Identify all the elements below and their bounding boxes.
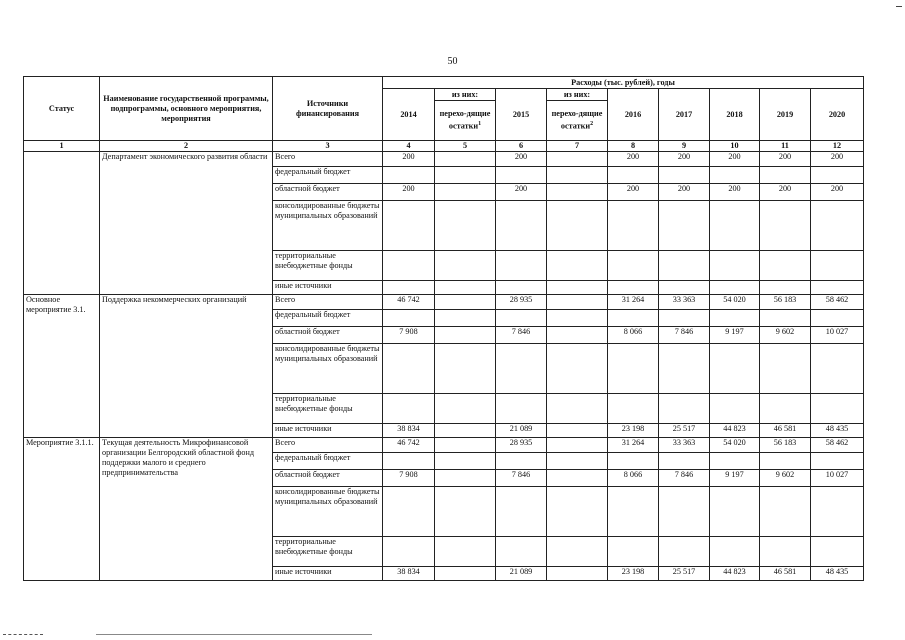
header-2018: 2018 [710,89,760,141]
amount-cell [435,537,496,567]
page-number: 50 [447,56,458,67]
amount-cell [710,310,760,327]
amount-cell [547,424,608,438]
header-of-which-2: из них: [547,89,608,101]
amount-cell [496,537,547,567]
amount-cell [710,537,760,567]
column-number: 9 [659,141,710,152]
amount-cell [811,310,864,327]
header-status: Статус [24,77,100,141]
funding-source: консолидированные бюджеты муниципальных образований [273,201,383,251]
amount-cell [496,344,547,394]
amount-cell: 23 198 [608,567,659,581]
amount-cell: 200 [760,184,811,201]
carryover-1-text: перехо-дящие остатки [439,109,491,131]
amount-cell [659,167,710,184]
amount-cell [608,201,659,251]
funding-source: консолидированные бюджеты муниципальных образований [273,344,383,394]
amount-cell [710,453,760,470]
amount-cell: 48 435 [811,567,864,581]
amount-cell: 56 183 [760,438,811,453]
amount-cell [547,394,608,424]
column-number: 6 [496,141,547,152]
amount-cell [608,487,659,537]
amount-cell [383,310,435,327]
table-row [24,152,864,167]
amount-cell: 46 742 [383,295,435,310]
funding-source: иные источники [273,567,383,581]
amount-cell [659,394,710,424]
funding-source: Всего [273,438,383,453]
amount-cell [435,327,496,344]
amount-cell [547,453,608,470]
amount-cell [496,487,547,537]
row-status: Мероприятие 3.1.1. [24,438,100,581]
amount-cell: 10 027 [811,470,864,487]
amount-cell [608,167,659,184]
amount-cell [435,201,496,251]
amount-cell [435,438,496,453]
amount-cell [435,167,496,184]
amount-cell [435,281,496,295]
amount-cell [383,281,435,295]
amount-cell [608,281,659,295]
amount-cell [547,310,608,327]
amount-cell [547,438,608,453]
amount-cell [496,167,547,184]
amount-cell [383,201,435,251]
funding-source: Всего [273,152,383,167]
amount-cell [811,281,864,295]
column-number: 4 [383,141,435,152]
amount-cell: 46 581 [760,567,811,581]
amount-cell: 38 834 [383,424,435,438]
amount-cell: 7 846 [496,327,547,344]
amount-cell: 7 908 [383,470,435,487]
funding-source: Всего [273,295,383,310]
table-row [24,438,864,453]
funding-source: федеральный бюджет [273,167,383,184]
footnote-2-mark: 2 [590,121,594,128]
amount-cell: 58 462 [811,438,864,453]
header-2020: 2020 [811,89,864,141]
amount-cell [811,251,864,281]
amount-cell [547,327,608,344]
header-2019: 2019 [760,89,811,141]
column-number: 12 [811,141,864,152]
header-of-which-1: из них: [435,89,496,101]
table-body [24,141,864,581]
amount-cell [659,453,710,470]
amount-cell: 33 363 [659,295,710,310]
amount-cell [547,251,608,281]
amount-cell: 58 462 [811,295,864,310]
amount-cell [608,453,659,470]
amount-cell: 7 908 [383,327,435,344]
amount-cell: 200 [710,152,760,167]
amount-cell: 200 [383,184,435,201]
amount-cell [435,295,496,310]
amount-cell [435,344,496,394]
amount-cell [496,201,547,251]
amount-cell [383,251,435,281]
row-program-name: Поддержка некоммерческих организаций [100,295,273,438]
amount-cell: 38 834 [383,567,435,581]
amount-cell [659,310,710,327]
row-program-name: Департамент экономического развития области [100,152,273,295]
amount-cell [811,537,864,567]
amount-cell: 23 198 [608,424,659,438]
amount-cell: 56 183 [760,295,811,310]
amount-cell [496,310,547,327]
amount-cell [608,251,659,281]
row-status [24,152,100,295]
amount-cell: 10 027 [811,327,864,344]
amount-cell [710,344,760,394]
carryover-2-text: перехо-дящие остатки [551,109,603,131]
funding-source: федеральный бюджет [273,310,383,327]
amount-cell: 25 517 [659,424,710,438]
funding-source: консолидированные бюджеты муниципальных образований [273,487,383,537]
amount-cell: 200 [811,184,864,201]
amount-cell [608,537,659,567]
amount-cell [547,295,608,310]
amount-cell [760,487,811,537]
column-number: 5 [435,141,496,152]
amount-cell: 200 [608,152,659,167]
amount-cell [547,487,608,537]
header-carryover-1 [435,101,496,141]
amount-cell [383,344,435,394]
amount-cell [710,167,760,184]
amount-cell [760,251,811,281]
amount-cell [608,310,659,327]
amount-cell [547,152,608,167]
amount-cell [710,394,760,424]
row-program-name: Текущая деятельность Микрофинансовой организации Белгородский областной фонд поддержки малого и среднего предпринимательства [100,438,273,581]
amount-cell [435,424,496,438]
amount-cell [608,394,659,424]
amount-cell [383,167,435,184]
amount-cell [659,537,710,567]
amount-cell [547,201,608,251]
amount-cell: 44 823 [710,424,760,438]
funding-source: иные источники [273,424,383,438]
amount-cell: 31 264 [608,438,659,453]
column-number: 1 [24,141,100,152]
amount-cell: 54 020 [710,295,760,310]
amount-cell [547,184,608,201]
funding-source: областной бюджет [273,184,383,201]
column-number: 10 [710,141,760,152]
amount-cell: 9 602 [760,470,811,487]
amount-cell [760,537,811,567]
amount-cell [435,310,496,327]
amount-cell [659,201,710,251]
column-number-row [24,141,864,152]
amount-cell [435,184,496,201]
amount-cell [435,487,496,537]
header-2017: 2017 [659,89,710,141]
amount-cell: 48 435 [811,424,864,438]
amount-cell [435,394,496,424]
funding-source: территориальные внебюджетные фонды [273,394,383,424]
amount-cell [760,201,811,251]
amount-cell [496,453,547,470]
amount-cell [435,453,496,470]
amount-cell: 200 [659,184,710,201]
amount-cell [547,470,608,487]
amount-cell [811,344,864,394]
amount-cell: 44 823 [710,567,760,581]
corner-mark [896,6,902,7]
amount-cell: 28 935 [496,438,547,453]
column-number: 7 [547,141,608,152]
amount-cell [547,567,608,581]
header-2016: 2016 [608,89,659,141]
amount-cell [435,567,496,581]
amount-cell [383,394,435,424]
amount-cell [760,453,811,470]
amount-cell [710,281,760,295]
amount-cell: 9 602 [760,327,811,344]
amount-cell: 21 089 [496,567,547,581]
amount-cell [496,281,547,295]
amount-cell [496,394,547,424]
amount-cell: 7 846 [659,327,710,344]
amount-cell [383,487,435,537]
amount-cell [547,344,608,394]
amount-cell: 200 [710,184,760,201]
amount-cell [710,201,760,251]
amount-cell [760,394,811,424]
funding-source: федеральный бюджет [273,453,383,470]
funding-source: областной бюджет [273,470,383,487]
amount-cell [383,453,435,470]
amount-cell [710,487,760,537]
column-number: 2 [100,141,273,152]
row-status: Основное мероприятие 3.1. [24,295,100,438]
amount-cell [547,167,608,184]
amount-cell [547,281,608,295]
amount-cell [760,281,811,295]
header-carryover-2 [547,101,608,141]
amount-cell: 33 363 [659,438,710,453]
amount-cell [608,344,659,394]
amount-cell: 200 [383,152,435,167]
amount-cell [811,201,864,251]
column-number: 11 [760,141,811,152]
amount-cell [811,394,864,424]
amount-cell: 8 066 [608,470,659,487]
amount-cell [435,251,496,281]
amount-cell [811,167,864,184]
footnote-1-mark: 1 [478,121,482,128]
amount-cell [659,281,710,295]
amount-cell: 54 020 [710,438,760,453]
expenses-table [23,76,864,581]
amount-cell [496,251,547,281]
amount-cell [760,344,811,394]
header-name: Наименование государственной программы, подпрограммы, основного мероприятия, мероприятия [100,77,273,141]
amount-cell: 8 066 [608,327,659,344]
amount-cell [760,167,811,184]
amount-cell: 9 197 [710,470,760,487]
header-2014: 2014 [383,89,435,141]
funding-source: территориальные внебюджетные фонды [273,251,383,281]
amount-cell: 200 [659,152,710,167]
amount-cell: 200 [760,152,811,167]
amount-cell: 46 581 [760,424,811,438]
amount-cell: 200 [496,184,547,201]
amount-cell [659,251,710,281]
amount-cell [383,537,435,567]
amount-cell: 200 [496,152,547,167]
funding-source: иные источники [273,281,383,295]
amount-cell: 28 935 [496,295,547,310]
amount-cell: 46 742 [383,438,435,453]
funding-source: областной бюджет [273,327,383,344]
header-sources: Источники финансирования [273,77,383,141]
amount-cell [547,537,608,567]
amount-cell [710,251,760,281]
header-2015: 2015 [496,89,547,141]
amount-cell: 21 089 [496,424,547,438]
amount-cell: 31 264 [608,295,659,310]
amount-cell: 200 [608,184,659,201]
table-row [24,295,864,310]
funding-source: территориальные внебюджетные фонды [273,537,383,567]
amount-cell [760,310,811,327]
amount-cell [659,487,710,537]
amount-cell [435,470,496,487]
amount-cell: 200 [811,152,864,167]
bottom-dash-line [3,634,43,636]
amount-cell: 25 517 [659,567,710,581]
column-number: 3 [273,141,383,152]
amount-cell [811,453,864,470]
amount-cell [811,487,864,537]
amount-cell: 7 846 [659,470,710,487]
amount-cell: 7 846 [496,470,547,487]
header-expenses: Расходы (тыс. рублей), годы [383,77,864,89]
amount-cell: 9 197 [710,327,760,344]
bottom-rule [96,634,372,635]
amount-cell [659,344,710,394]
column-number: 8 [608,141,659,152]
amount-cell [435,152,496,167]
